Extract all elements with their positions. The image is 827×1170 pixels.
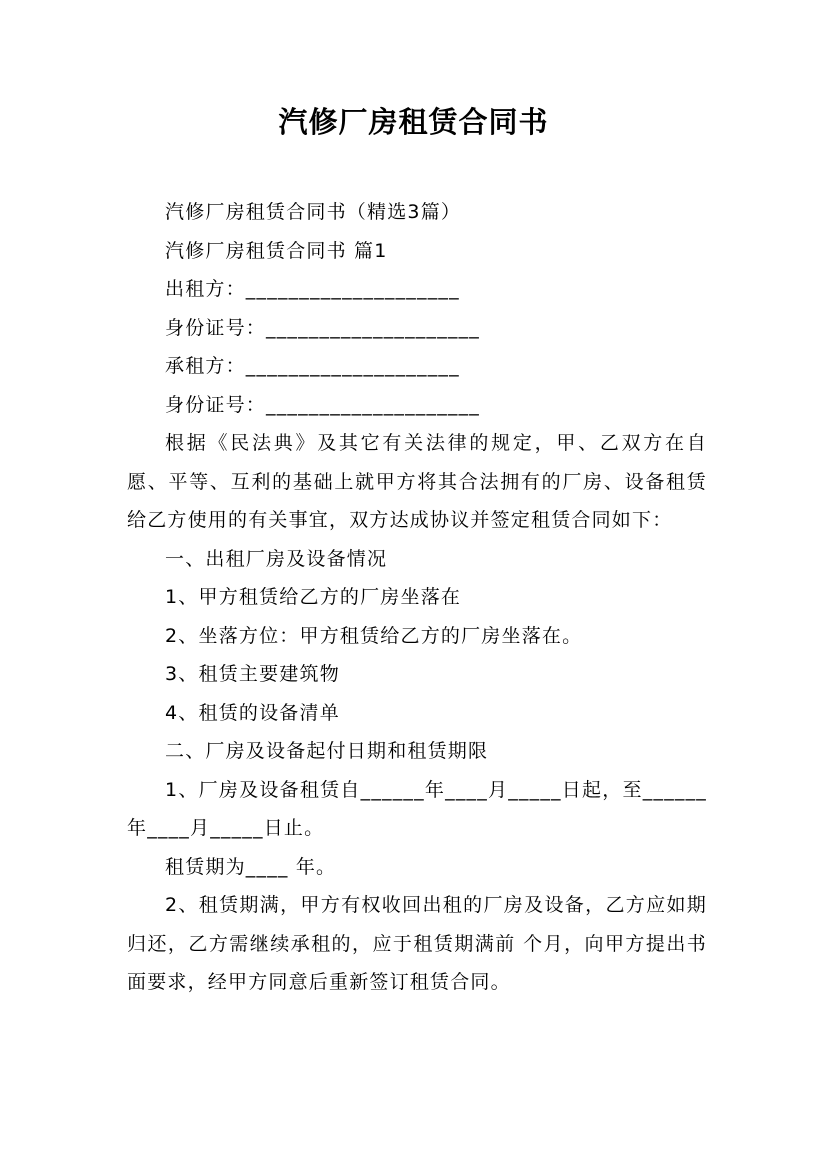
paragraph-lessor-id: 身份证号：____________________ — [165, 316, 481, 339]
paragraph-article-1-item-2: 2、坐落方位：甲方租赁给乙方的厂房坐落在。 — [165, 624, 583, 647]
paragraph-section-heading: 汽修厂房租赁合同书 篇1 — [165, 239, 388, 262]
paragraph-lessor: 出租方：____________________ — [165, 278, 460, 300]
paragraph-lessee: 承租方：____________________ — [165, 355, 460, 377]
paragraph-article-2-item-1: 1、厂房及设备租赁自______年____月_____日起，至______年____月_____日止。 — [127, 778, 707, 839]
paragraph-article-1-item-1: 1、甲方租赁给乙方的厂房坐落在 — [165, 586, 462, 608]
document-body — [127, 193, 707, 1002]
paragraph-lease-term: 租赁期为____ 年。 — [165, 855, 337, 878]
paragraph-subtitle: 汽修厂房租赁合同书（精选3篇） — [165, 201, 462, 223]
paragraph-article-2-item-2: 2、租赁期满，甲方有权收回出租的厂房及设备，乙方应如期归还，乙方需继续承租的，应于租赁期满前 个月，向甲方提出书面要求，经甲方同意后重新签订租赁合同。 — [127, 894, 707, 993]
paragraph-lessee-id: 身份证号：____________________ — [165, 393, 481, 416]
paragraph-article-1-item-3: 3、租赁主要建筑物 — [165, 663, 340, 685]
document-title: 汽修厂房租赁合同书 — [278, 105, 549, 139]
paragraph-article-1-heading: 一、出租厂房及设备情况 — [165, 547, 388, 570]
paragraph-preamble: 根据《民法典》及其它有关法律的规定，甲、乙双方在自愿、平等、互利的基础上就甲方将其合法拥有的厂房、设备租赁给乙方使用的有关事宜，双方达成协议并签定租赁合同如下： — [127, 432, 707, 531]
paragraph-article-1-item-4: 4、租赁的设备清单 — [165, 701, 340, 724]
paragraph-article-2-heading: 二、厂房及设备起付日期和租赁期限 — [165, 740, 489, 762]
